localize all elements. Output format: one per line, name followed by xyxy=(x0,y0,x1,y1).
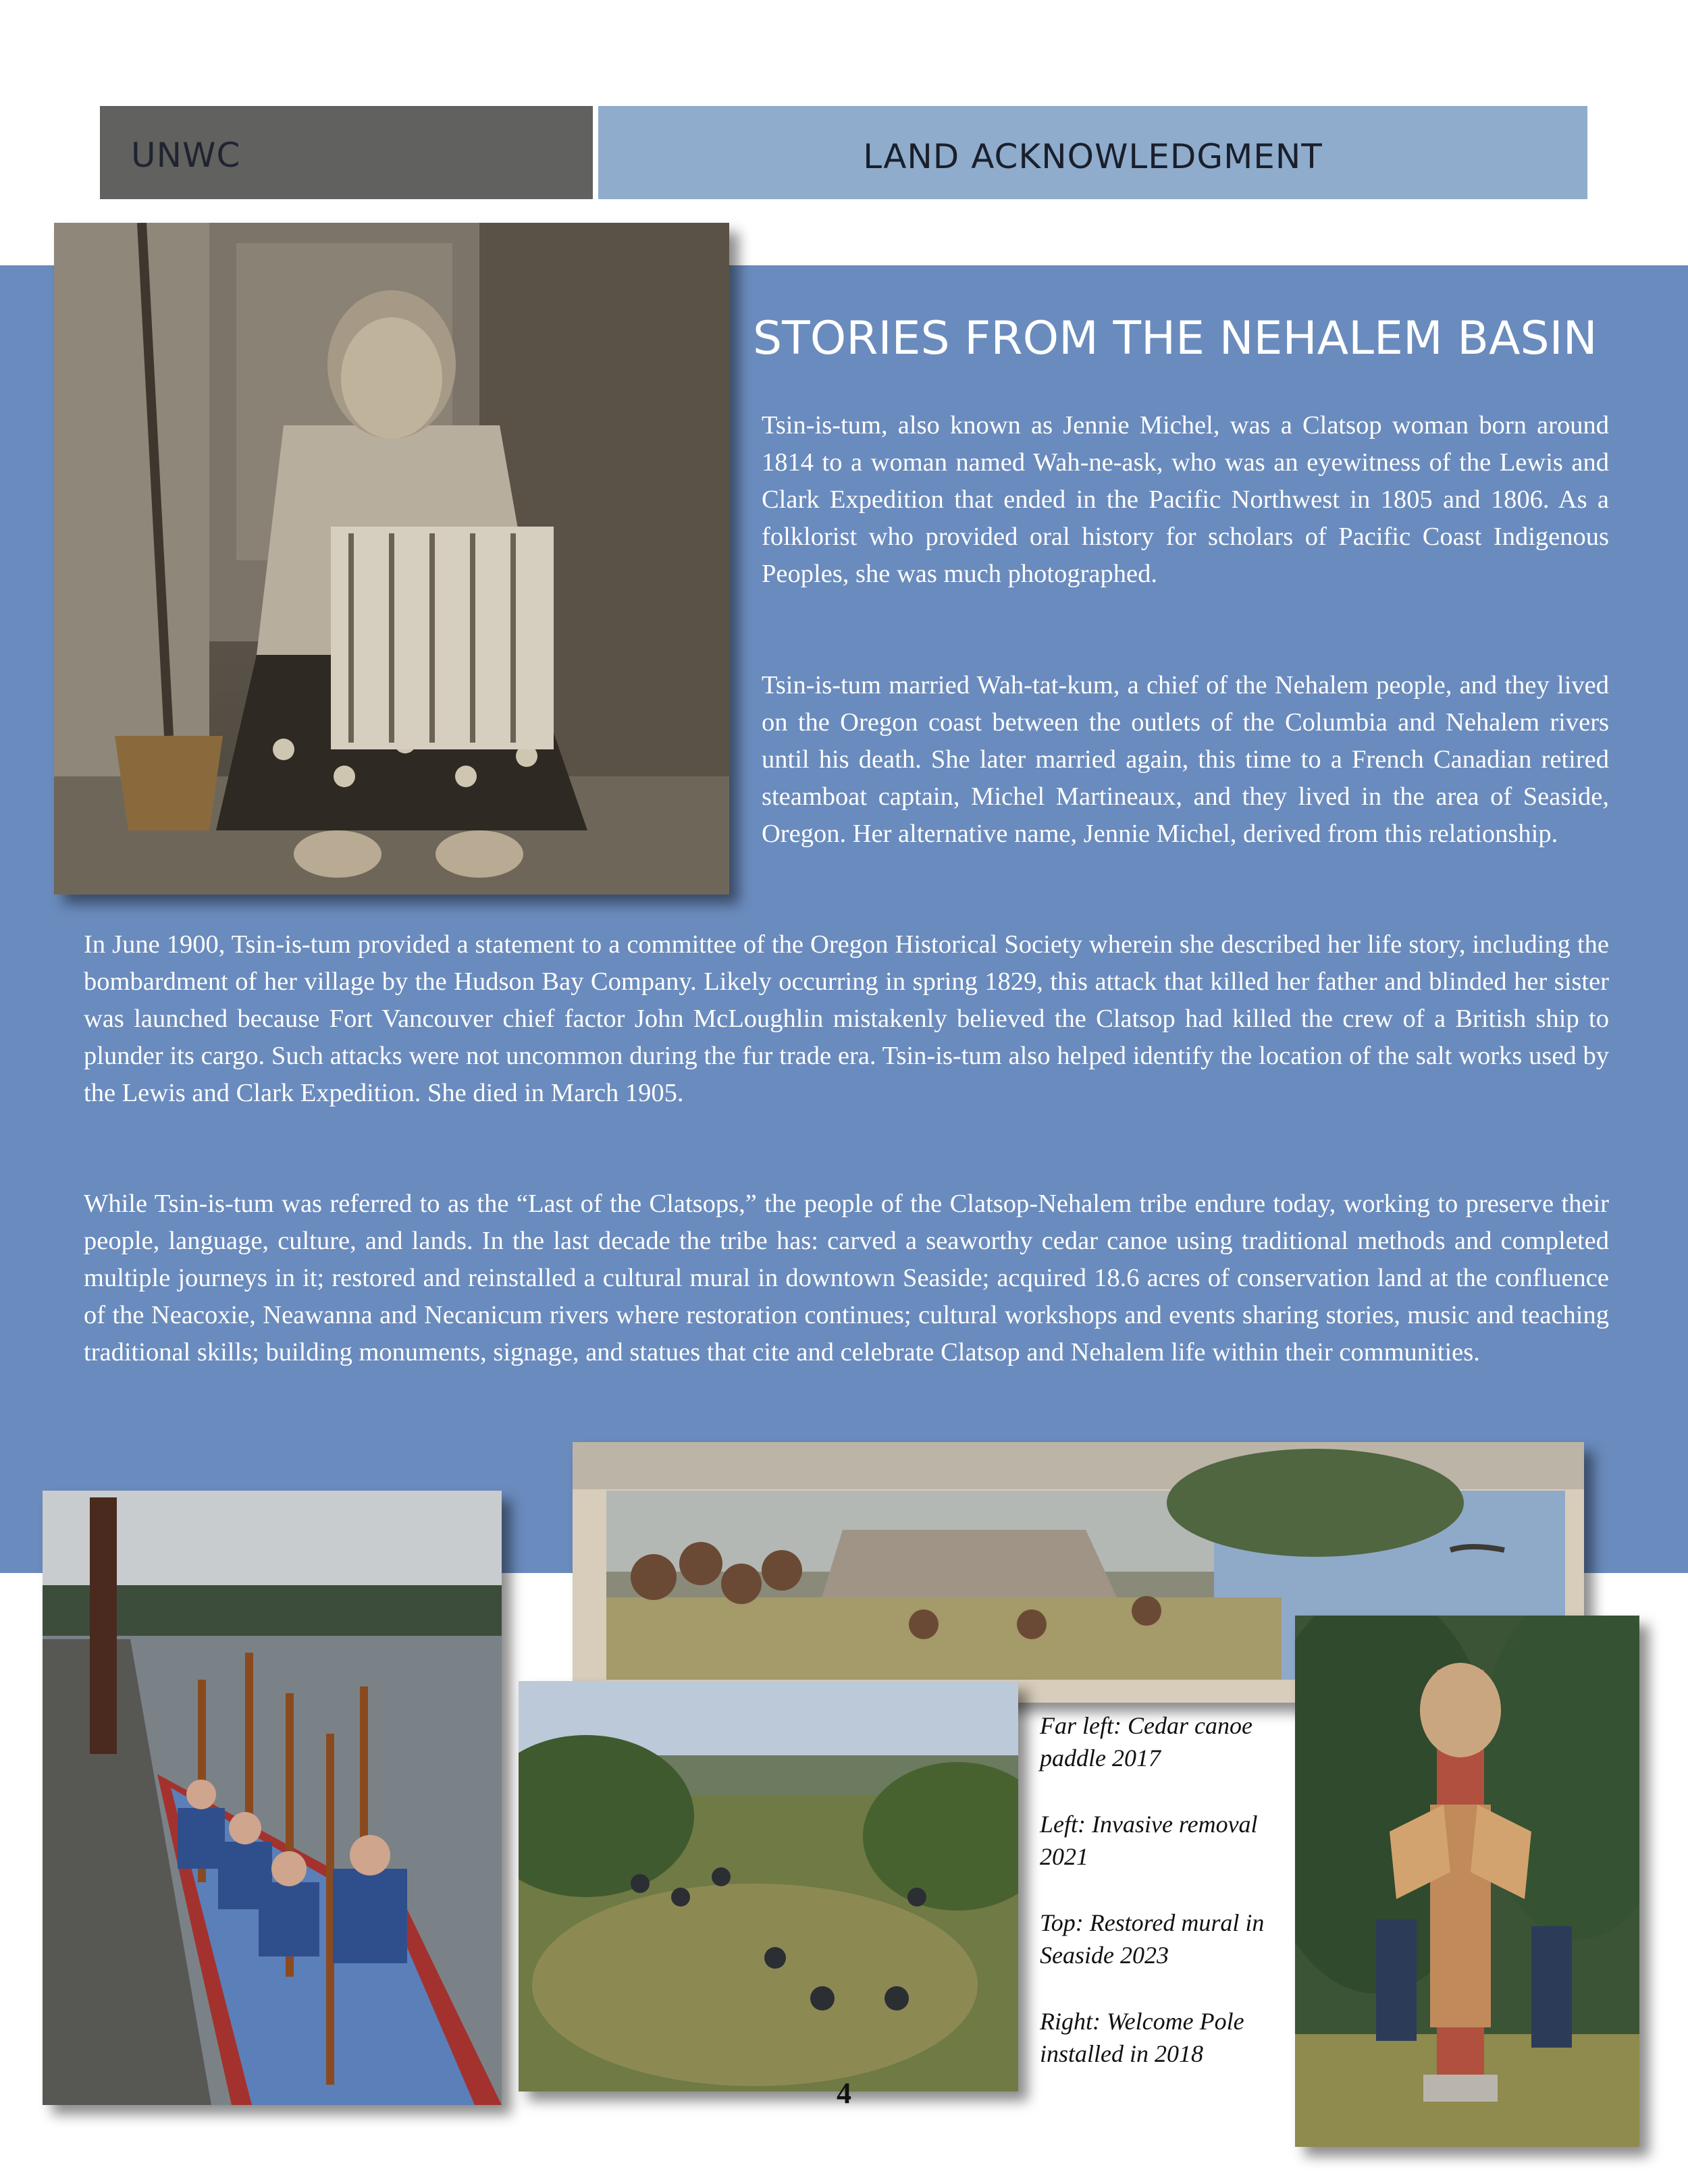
canoe-paddle-photo xyxy=(43,1491,502,2105)
article-paragraph-1: Tsin-is-tum, also known as Jennie Michel, was a Clatsop woman born around 1814 to a woman named Wah-ne-ask, who was an eyewitness of the Lewis and Clark Expedition that ended in the Pacific Northwest in 1805 and 1806. As a folklorist who provided oral history for scholars of Pacific Coast Indigenous Peoples, she was much photographed. xyxy=(762,411,1609,588)
photo-captions xyxy=(1040,1709,1290,2104)
article-paragraph-2: Tsin-is-tum married Wah-tat-kum, a chief of the Nehalem people, and they lived on the Oregon coast between the outlets of the Columbia and Nehalem rivers until his death. She later married again, this time to a French Canadian retired steamboat captain, Michel Martineaux, and they lived in the area of Seaside, Oregon. Her alternative name, Jennie Michel, derived from this relationship. xyxy=(762,671,1609,848)
header-title: LAND ACKNOWLEDGMENT xyxy=(863,137,1323,176)
header-organization-label: UNWC xyxy=(131,136,241,175)
caption-welcome-pole: Right: Welcome Pole installed in 2018 xyxy=(1040,2008,1244,2067)
portrait-photo xyxy=(54,223,729,895)
header-section-label-box xyxy=(100,106,593,199)
caption-invasive-removal: Left: Invasive removal 2021 xyxy=(1040,1811,1258,1870)
welcome-pole-photo xyxy=(1295,1616,1639,2147)
article-paragraph-4: While Tsin-is-tum was referred to as the “Last of the Clatsops,” the people of the Clatsop-Nehalem tribe endure today, working to preserve their people, language, culture, and lands. In the last decade the tribe has: carved a seaworthy cedar canoe using traditional methods and completed multiple journeys in it; restored and reinstalled a cultural mural in downtown Seaside; acquired 18.6 acres of conservation land at the confluence of the Neacoxie, Neawanna and Necanicum rivers where restoration continues; cultural workshops and events sharing stories, music and teaching traditional skills; building monuments, signage, and statues that cite and celebrate Clatsop and Nehalem life within their communities. xyxy=(84,1190,1609,1366)
caption-mural: Top: Restored mural in Seaside 2023 xyxy=(1040,1909,1265,1969)
page-number: 4 xyxy=(837,2077,851,2110)
invasive-removal-photo xyxy=(519,1681,1018,2092)
header-title-box xyxy=(598,106,1587,199)
article-title: STORIES FROM THE NEHALEM BASIN xyxy=(753,312,1598,365)
article-paragraph-3: In June 1900, Tsin-is-tum provided a statement to a committee of the Oregon Historical Society wherein she described her life story, including the bombardment of her village by the Hudson Bay Company. Likely occurring in spring 1829, this attack that killed her father and blinded her sister was launched because Fort Vancouver chief factor John McLoughlin mistakenly believed the Clatsop had killed the crew of a British ship to plunder its cargo. Such attacks were not uncommon during the fur trade era. Tsin-is-tum also helped identify the location of the salt works used by the Lewis and Clark Expedition. She died in March 1905. xyxy=(84,930,1609,1107)
caption-canoe: Far left: Cedar canoe paddle 2017 xyxy=(1040,1712,1252,1772)
